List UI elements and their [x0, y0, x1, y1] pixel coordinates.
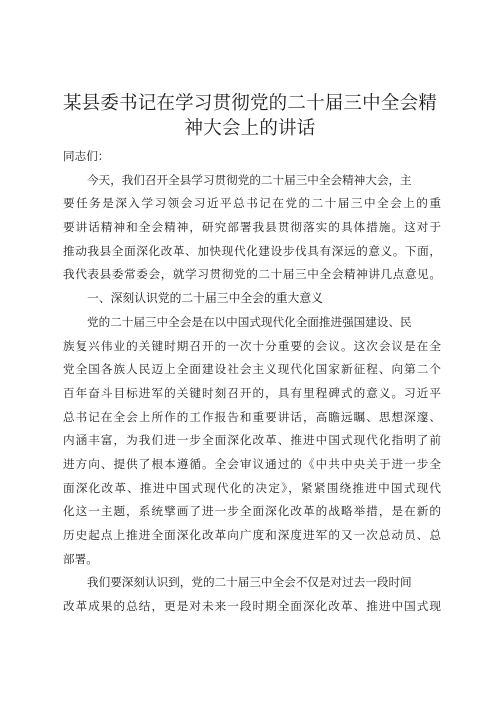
paragraph-line: 族复兴伟业的关键时期召开的一次十分重要的会议。这次会议是在全	[63, 338, 441, 353]
paragraph-line: 内涵丰富，为我们进一步全面深化改革、推进中国式现代化指明了前	[63, 433, 441, 448]
paragraph-line: 我们要深刻认识到，党的二十届三中全会不仅是对过去一段时间	[87, 575, 412, 590]
paragraph-1	[63, 169, 441, 287]
paragraph-line: 推动我县全面深化改革、加快现代化建设步伐具有深远的意义。下面，	[63, 243, 441, 258]
paragraph-line: 要任务是深入学习领会习近平总书记在党的二十届三中全会上的重	[63, 196, 441, 211]
paragraph-line: 我代表县委常委会，就学习贯彻党的二十届三中全会精神讲几点意见。	[63, 267, 441, 282]
paragraph-line: 党的二十届三中全会是在以中国式现代化全面推进强国建设、民	[87, 314, 412, 329]
paragraph-line: 改革成果的总结，更是对未来一段时期全面深化改革、推进中国式现	[63, 599, 441, 614]
section-heading: 一、深刻认识党的二十届三中全会的重大意义	[87, 291, 323, 306]
paragraph-3	[63, 571, 441, 618]
paragraph-line: 化这一主题，系统擘画了进一步全面深化改革的战略举措，是在新的	[63, 504, 441, 519]
title-line-1: 某县委书记在学习贯彻党的二十届三中全会精	[62, 93, 437, 114]
paragraph-line: 面深化改革、推进中国式现代化的决定》，紧紧围绕推进中国式现代	[63, 480, 441, 495]
paragraph-line: 历史起点上推进全面深化改革向广度和深度进军的又一次总动员、总	[63, 528, 441, 542]
paragraph-2	[63, 311, 441, 572]
paragraph-line: 百年奋斗目标进军的关键时刻召开的，具有里程碑式的意义。习近平	[63, 385, 441, 400]
paragraph-line: 进方向、提供了根本遵循。全会审议通过的《中共中央关于进一步全	[63, 456, 441, 471]
paragraph-line: 总书记在全会上所作的工作报告和重要讲话，高瞻远瞩、思想深邃、	[63, 409, 441, 424]
salutation: 同志们：	[63, 149, 110, 163]
paragraph-line: 今天，我们召开全县学习贯彻党的二十届三中全会精神大会，主	[87, 172, 412, 187]
paragraph-line: 要讲话精神和全会精神，研究部署我县贯彻落实的具体措施。这对于	[63, 220, 441, 235]
document-title	[40, 91, 460, 141]
paragraph-line: 部署。	[63, 551, 98, 566]
paragraph-line: 党全国各族人民迈上全面建设社会主义现代化国家新征程、向第二个	[63, 362, 441, 377]
document-body	[63, 145, 441, 619]
title-line-2: 神大会上的讲话	[184, 118, 316, 139]
